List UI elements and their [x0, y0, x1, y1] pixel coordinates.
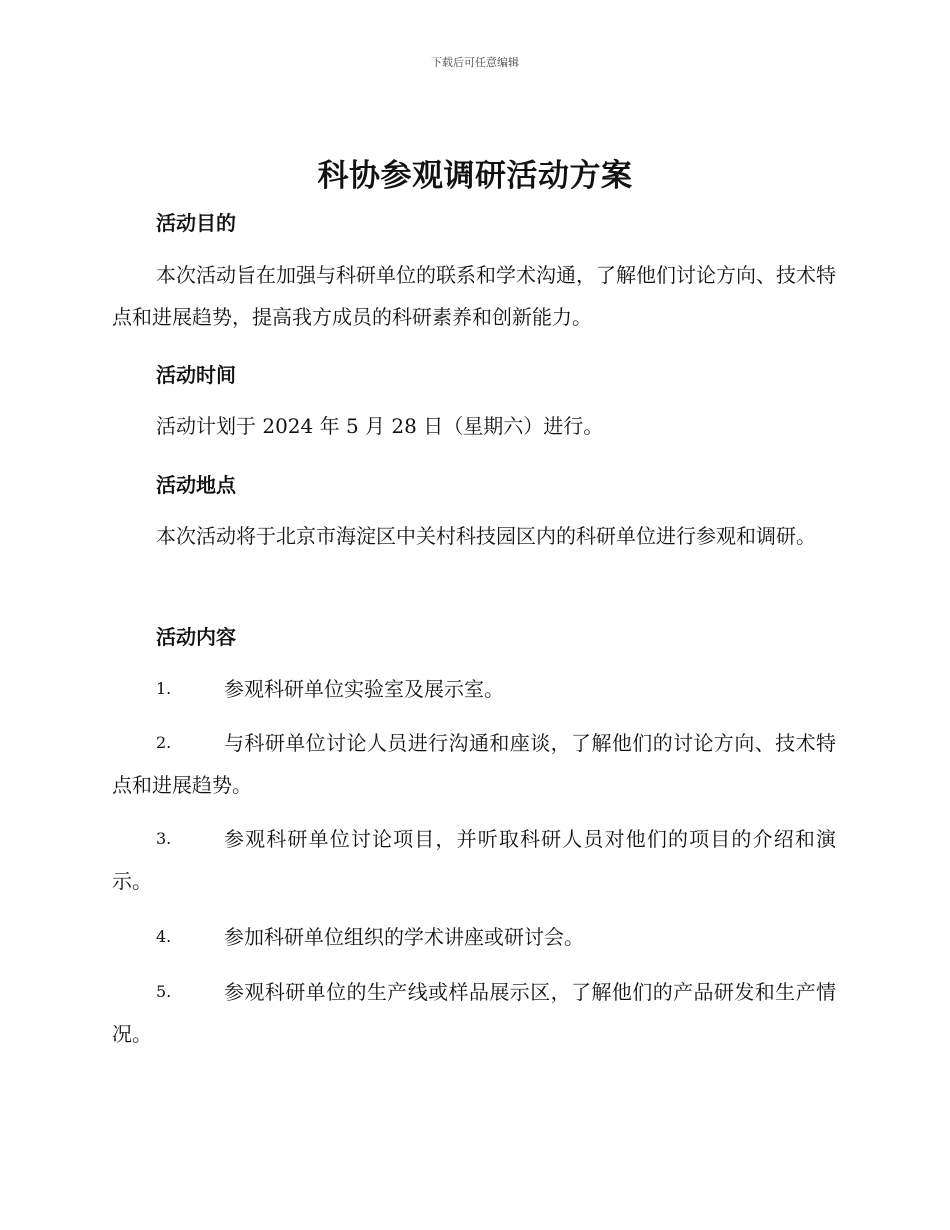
- list-item: [112, 971, 836, 1055]
- heading-time: 活动时间: [156, 363, 236, 387]
- list-item-text: 与科研单位讨论人员进行沟通和座谈，了解他们的讨论方向、技术特点和进展趋势。: [112, 731, 836, 797]
- document-title: 科协参观调研活动方案: [317, 158, 633, 194]
- list-item-text: 参观科研单位讨论项目，并听取科研人员对他们的项目的介绍和演示。: [112, 827, 836, 893]
- list-item: [112, 916, 836, 958]
- paragraph-time: 活动计划于 2024 年 5 月 28 日（星期六）进行。: [156, 414, 604, 438]
- list-item: [112, 818, 836, 902]
- list-item: [112, 668, 836, 710]
- heading-location: 活动地点: [156, 473, 236, 497]
- header-note: 下载后可任意编辑: [431, 56, 519, 69]
- paragraph-purpose: 本次活动旨在加强与科研单位的联系和学术沟通，了解他们讨论方向、技术特点和进展趋势，提高我方成员的科研素养和创新能力。: [112, 263, 836, 329]
- list-item-number: 5.: [156, 982, 172, 1001]
- list-item-number: 3.: [156, 829, 172, 848]
- heading-content: 活动内容: [156, 625, 236, 649]
- list-item-number: 2.: [156, 733, 172, 752]
- heading-purpose: 活动目的: [156, 211, 236, 235]
- list-item-text: 参观科研单位的生产线或样品展示区，了解他们的产品研发和生产情况。: [112, 980, 836, 1046]
- list-item: [112, 722, 836, 806]
- list-item-number: 1.: [156, 679, 172, 698]
- list-item-number: 4.: [156, 927, 172, 946]
- list-item-text: 参观科研单位实验室及展示室。: [224, 677, 504, 701]
- paragraph-location: 本次活动将于北京市海淀区中关村科技园区内的科研单位进行参观和调研。: [156, 524, 816, 548]
- list-item-text: 参加科研单位组织的学术讲座或研讨会。: [224, 925, 584, 949]
